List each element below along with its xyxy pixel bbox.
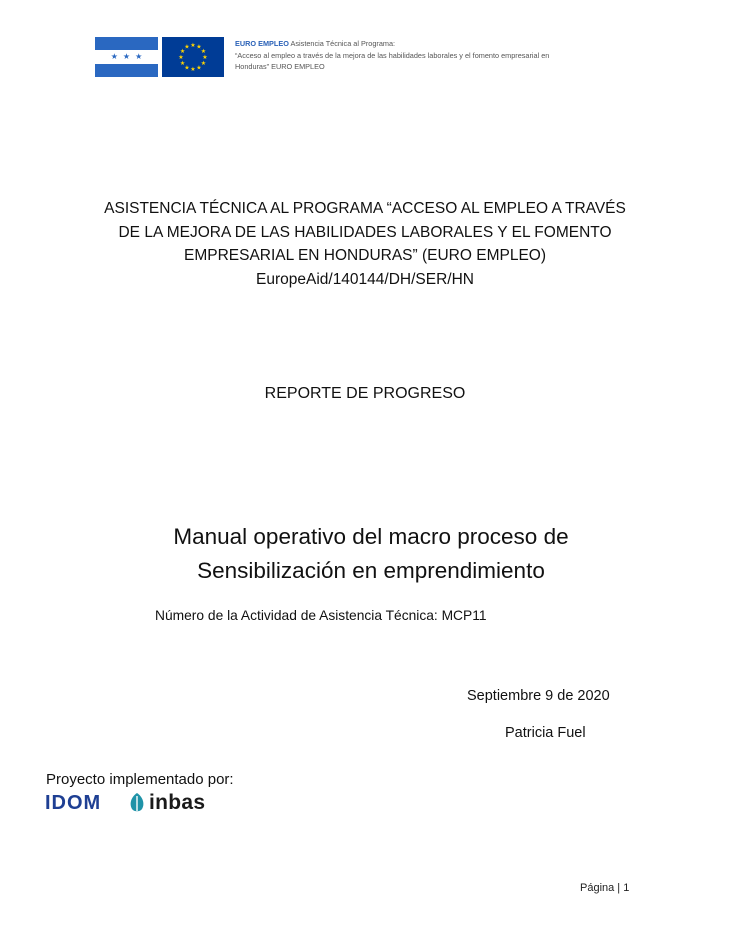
flag-band-bottom xyxy=(95,64,158,77)
program-title-line-2: DE LA MEJORA DE LAS HABILIDADES LABORALES Y EL FOMENTO xyxy=(118,223,612,241)
flag-stars xyxy=(95,50,158,63)
page-number: Página | 1 xyxy=(580,882,630,894)
inbas-logo-text: inbas xyxy=(149,791,206,814)
svg-text:★: ★ xyxy=(196,43,202,51)
svg-text:★: ★ xyxy=(190,42,196,49)
program-title xyxy=(60,197,670,291)
program-title-line-1: ASISTENCIA TÉCNICA AL PROGRAMA “ACCESO AL EMPLEO A TRAVÉS xyxy=(104,200,626,217)
svg-text:★: ★ xyxy=(178,54,184,61)
eu-flag xyxy=(162,37,224,77)
svg-text:★: ★ xyxy=(179,48,186,55)
program-reference: EuropeAid/140144/DH/SER/HN xyxy=(256,270,474,288)
svg-text:★: ★ xyxy=(200,60,207,67)
brand-name: EURO EMPLEO xyxy=(235,39,289,48)
svg-text:★: ★ xyxy=(196,64,202,72)
honduras-flag xyxy=(95,37,158,77)
svg-text:★: ★ xyxy=(179,60,186,67)
star-icon: ★ xyxy=(122,52,131,62)
header-line-3: Honduras” EURO EMPLEO xyxy=(235,62,325,71)
document-title-line-1: Manual operativo del macro proceso de xyxy=(173,524,569,549)
program-title-line-3: EMPRESARIAL EN HONDURAS” (EURO EMPLEO) xyxy=(183,247,546,264)
header-line-1 xyxy=(235,38,635,50)
header-line-2: “Acceso al empleo a través de la mejora de las habilidades laborales y el fomento empresarial en xyxy=(235,50,550,60)
svg-text:★: ★ xyxy=(184,64,190,72)
flag-band-middle xyxy=(95,50,158,63)
svg-text:★: ★ xyxy=(200,48,207,55)
header-line-1-rest: Asistencia Técnica al Programa: xyxy=(288,39,396,48)
idom-logo: IDOM xyxy=(45,792,102,814)
document-title-line-2: Sensibilización en emprendimiento xyxy=(197,558,545,583)
activity-number: Número de la Actividad de Asistencia Técnica: MCP11 xyxy=(155,608,487,623)
star-icon: ★ xyxy=(110,52,118,62)
inbas-logo xyxy=(128,791,205,815)
report-date: Septiembre 9 de 2020 xyxy=(467,688,610,704)
svg-text:★: ★ xyxy=(184,43,190,51)
report-type: REPORTE DE PROGRESO xyxy=(264,385,466,402)
star-icon: ★ xyxy=(135,52,143,62)
svg-text:★: ★ xyxy=(202,54,208,61)
eu-stars-icon xyxy=(162,37,224,77)
svg-text:★: ★ xyxy=(190,66,196,73)
author-name: Patricia Fuel xyxy=(505,725,586,741)
header-program-text xyxy=(235,38,635,73)
document-title xyxy=(60,520,682,588)
inbas-leaf-icon xyxy=(128,792,146,814)
flag-band-top xyxy=(95,37,158,50)
implemented-by-label: Proyecto implementado por: xyxy=(46,771,234,788)
